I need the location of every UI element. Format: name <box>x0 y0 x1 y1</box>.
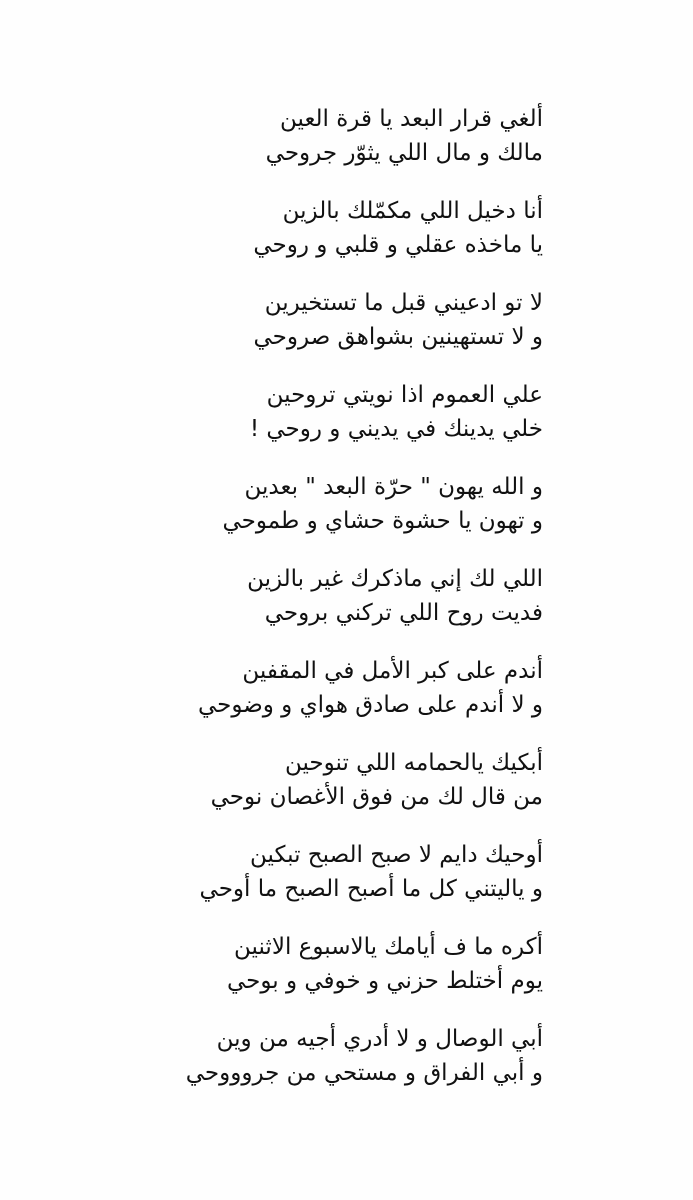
poem-verse: لا تو ادعيني قبل ما تستخيرين <box>264 290 543 316</box>
poem-verse: مالك و مال اللي يثوّر جروحي <box>265 140 543 166</box>
poem-verse: خلي يدينك في يديني و روحي ! <box>249 416 543 442</box>
poem-verse: و ياليتني كل ما أصبح الصبح ما أوحي <box>199 876 543 902</box>
poem-stanza <box>0 1022 693 1114</box>
poem-verse: أوحيك دايم لا صبح الصبح تبكين <box>250 842 543 868</box>
poem-verse: اللي لك إني ماذكرك غير بالزين <box>247 566 543 592</box>
poem-verse: و تهون يا حشوة حشاي و طموحي <box>222 508 543 534</box>
poem-stanza <box>0 654 693 746</box>
poem-verse: و لا أندم على صادق هواي و وضوحي <box>197 692 543 718</box>
poem-verse: أنا دخيل اللي مكمّلك بالزين <box>282 198 543 224</box>
poem-stanza <box>0 194 693 286</box>
poem-verse: أبكيك يالحمامه اللي تنوحين <box>284 750 543 776</box>
poem-verse: علي العموم اذا نويتي تروحين <box>266 382 543 408</box>
poem-stanza <box>0 562 693 654</box>
poem-stanza <box>0 930 693 1022</box>
poem-verse: أندم على كبر الأمل في المقفين <box>242 658 543 684</box>
poem-stanza <box>0 746 693 838</box>
poem-verse: أكره ما ف أيامك يالاسبوع الاثنين <box>234 934 543 960</box>
poem-verse: يا ماخذه عقلي و قلبي و روحي <box>253 232 543 258</box>
poem-verse: و الله يهون " حرّة البعد " بعدين <box>244 474 543 500</box>
poem <box>0 102 693 1114</box>
poem-verse: و أبي الفراق و مستحي من جروووحي <box>185 1060 543 1086</box>
poem-stanza <box>0 378 693 470</box>
poem-stanza <box>0 838 693 930</box>
poem-verse: أبي الوصال و لا أدري أجيه من وين <box>216 1026 543 1052</box>
poem-stanza <box>0 470 693 562</box>
poem-verse: يوم أختلط حزني و خوفي و بوحي <box>226 968 543 994</box>
poem-verse: فديت روح اللي تركني بروحي <box>264 600 543 626</box>
poem-verse: و لا تستهينين بشواهق صروحي <box>253 324 543 350</box>
poem-stanza <box>0 286 693 378</box>
poem-verse: ألغي قرار البعد يا قرة العين <box>280 106 543 132</box>
poem-verse: من قال لك من فوق الأغصان نوحي <box>210 784 543 810</box>
poem-stanza <box>0 102 693 194</box>
